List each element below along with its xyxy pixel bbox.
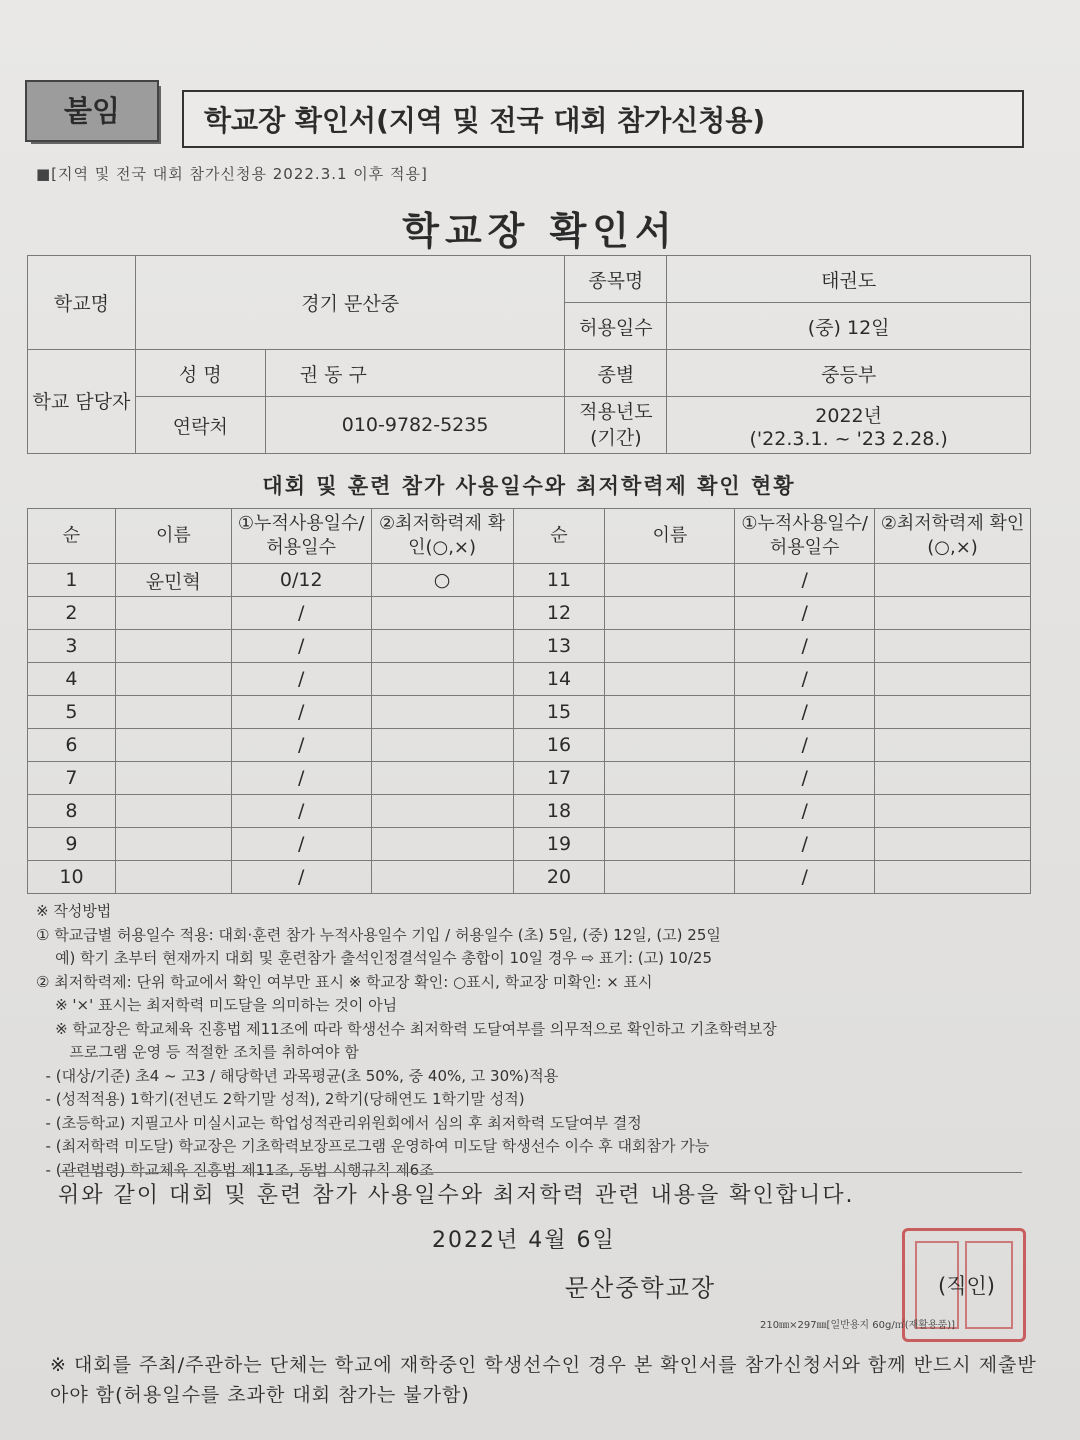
student-name	[605, 630, 735, 663]
row-number: 1	[28, 564, 116, 597]
academic-check: ○	[371, 564, 513, 597]
paper-spec: 210㎜×297㎜[일반용지 60g/㎡(재활용품)]	[760, 1320, 956, 1331]
row-number: 16	[513, 729, 605, 762]
used-days: /	[231, 696, 371, 729]
instruction-line: ※ 작성방법	[36, 902, 112, 920]
used-days: /	[231, 729, 371, 762]
student-name	[115, 861, 231, 894]
instruction-line: - (최저학력 미도달) 학교장은 기초학력보장프로그램 운영하여 미도달 학생선수 이수 후 대회참가 가능	[36, 1137, 710, 1155]
document-title: 학교장 확인서(지역 및 전국 대회 참가신청용)	[182, 90, 1024, 148]
academic-check	[371, 828, 513, 861]
table-row	[28, 597, 1031, 630]
header-no: 순	[513, 509, 605, 564]
used-days: /	[735, 729, 875, 762]
row-number: 11	[513, 564, 605, 597]
table-row	[28, 795, 1031, 828]
row-number: 5	[28, 696, 116, 729]
academic-check	[371, 663, 513, 696]
student-name	[115, 795, 231, 828]
year-period: ('22.3.1. ~ '23 2.28.)	[749, 427, 948, 450]
academic-check	[875, 828, 1031, 861]
instruction-line: ② 최저학력제: 단위 학교에서 확인 여부만 표시 ※ 학교장 확인: ○표시, 학교장 미확인: × 표시	[36, 972, 653, 991]
used-days: /	[231, 762, 371, 795]
header-academic: ②최저학력제 확인(○,×)	[875, 509, 1031, 564]
table-row	[28, 729, 1031, 762]
used-days: /	[735, 762, 875, 795]
academic-check	[371, 729, 513, 762]
footer-note: ※ 대회를 주최/주관하는 단체는 학교에 재학중인 학생선수인 경우 본 확인서를 참가신청서와 함께 반드시 제출받아야 함(허용일수를 초과한 대회 참가는 불가함)	[50, 1354, 1037, 1406]
academic-check	[875, 861, 1031, 894]
student-name	[605, 795, 735, 828]
used-days: /	[231, 828, 371, 861]
roster-table	[27, 508, 1031, 894]
student-name	[115, 597, 231, 630]
row-number: 19	[513, 828, 605, 861]
row-number: 14	[513, 663, 605, 696]
roster-header-row	[28, 509, 1031, 564]
header-no: 순	[28, 509, 116, 564]
row-number: 7	[28, 762, 116, 795]
row-number: 6	[28, 729, 116, 762]
contact-label: 연락처	[135, 397, 265, 454]
name-label: 성 명	[135, 350, 265, 397]
instruction-line: ※ 학교장은 학교체육 진흥법 제11조에 따라 학생선수 최저학력 도달여부를 의무적으로 확인하고 기초학력보장	[36, 1019, 777, 1038]
academic-check	[875, 564, 1031, 597]
academic-check	[371, 762, 513, 795]
student-name	[605, 861, 735, 894]
used-days: /	[735, 597, 875, 630]
event-value: 태권도	[667, 256, 1031, 303]
used-days: /	[735, 828, 875, 861]
allowed-days-value: (중) 12일	[667, 303, 1031, 350]
instruction-line: - (관련법령) 학교체육 진흥법 제11조, 동법 시행규칙 제6조	[36, 1160, 434, 1179]
used-days: /	[231, 630, 371, 663]
issue-date: 2022년 4월 6일	[432, 1228, 616, 1253]
used-days: /	[231, 663, 371, 696]
row-number: 4	[28, 663, 116, 696]
row-number: 9	[28, 828, 116, 861]
row-number: 20	[513, 861, 605, 894]
application-note: ■[지역 및 전국 대회 참가신청용 2022.3.1 이후 적용]	[36, 165, 428, 183]
used-days: /	[735, 696, 875, 729]
instruction-line: 프로그램 운영 등 적절한 조치를 취하여야 함	[36, 1043, 359, 1061]
academic-check	[875, 762, 1031, 795]
contact-value: 010-9782-5235	[265, 397, 565, 454]
student-name	[605, 696, 735, 729]
table-row	[28, 762, 1031, 795]
student-name	[605, 828, 735, 861]
divider	[60, 1172, 1022, 1173]
table-row	[28, 828, 1031, 861]
header-name: 이름	[115, 509, 231, 564]
writing-instructions	[36, 900, 1036, 1182]
student-name	[605, 564, 735, 597]
academic-check	[371, 795, 513, 828]
event-label: 종목명	[565, 256, 667, 303]
school-info-table	[27, 255, 1031, 454]
student-name	[115, 663, 231, 696]
academic-check	[371, 696, 513, 729]
header-days: ①누적사용일수/허용일수	[735, 509, 875, 564]
row-number: 17	[513, 762, 605, 795]
header-days: ①누적사용일수/허용일수	[231, 509, 371, 564]
roster-section-title: 대회 및 훈련 참가 사용일수와 최저학력제 확인 현황	[262, 474, 796, 498]
instruction-line: ※ '×' 표시는 최저학력 미도달을 의미하는 것이 아님	[36, 996, 398, 1014]
name-value: 권 동 구	[265, 350, 565, 397]
student-name	[115, 729, 231, 762]
academic-check	[875, 795, 1031, 828]
table-row	[28, 630, 1031, 663]
row-number: 3	[28, 630, 116, 663]
year-value: 2022년	[815, 404, 883, 427]
year-cell	[667, 397, 1031, 454]
main-title: 학교장 확인서	[402, 209, 678, 253]
student-name	[605, 663, 735, 696]
academic-check	[371, 630, 513, 663]
academic-check	[875, 597, 1031, 630]
used-days: /	[735, 861, 875, 894]
student-name	[605, 729, 735, 762]
used-days: /	[231, 861, 371, 894]
division-value: 중등부	[667, 350, 1031, 397]
seal-label: (직인)	[938, 1274, 995, 1298]
row-number: 15	[513, 696, 605, 729]
student-name	[605, 597, 735, 630]
used-days: /	[735, 564, 875, 597]
header-name: 이름	[605, 509, 735, 564]
academic-check	[371, 861, 513, 894]
used-days: /	[231, 597, 371, 630]
allowed-days-label: 허용일수	[565, 303, 667, 350]
header-academic: ②최저학력제 확인(○,×)	[371, 509, 513, 564]
instruction-line: - (성적적용) 1학기(전년도 2학기말 성적), 2학기(당해연도 1학기말 성적)	[36, 1090, 525, 1108]
staff-label: 학교 담당자	[28, 350, 136, 454]
academic-check	[875, 696, 1031, 729]
student-name	[605, 762, 735, 795]
student-name: 윤민혁	[115, 564, 231, 597]
row-number: 13	[513, 630, 605, 663]
school-value: 경기 문산중	[135, 256, 565, 350]
attachment-tag: 붙임	[25, 80, 159, 142]
student-name	[115, 696, 231, 729]
academic-check	[371, 597, 513, 630]
row-number: 10	[28, 861, 116, 894]
table-row	[28, 663, 1031, 696]
academic-check	[875, 729, 1031, 762]
table-row	[28, 696, 1031, 729]
used-days: /	[735, 663, 875, 696]
school-label: 학교명	[28, 256, 136, 350]
table-row	[28, 861, 1031, 894]
academic-check	[875, 663, 1031, 696]
row-number: 8	[28, 795, 116, 828]
used-days: /	[735, 795, 875, 828]
student-name	[115, 828, 231, 861]
academic-check	[875, 630, 1031, 663]
used-days: /	[231, 795, 371, 828]
student-name	[115, 762, 231, 795]
instruction-line: ① 학교급별 허용일수 적용: 대회·훈련 참가 누적사용일수 기입 / 허용일수 (초) 5일, (중) 12일, (고) 25일	[36, 925, 721, 944]
principal-title: 문산중학교장	[565, 1274, 717, 1302]
division-label: 종별	[565, 350, 667, 397]
instruction-line: 예) 학기 초부터 현재까지 대회 및 훈련참가 출석인정결석일수 총합이 10일 경우 ⇨ 표기: (고) 10/25	[36, 949, 712, 967]
instruction-line: - (대상/기준) 초4 ~ 고3 / 해당학년 과목평균(초 50%, 중 40%, 고 30%)적용	[36, 1066, 559, 1085]
table-row	[28, 564, 1031, 597]
row-number: 18	[513, 795, 605, 828]
student-name	[115, 630, 231, 663]
instruction-line: - (초등학교) 지필고사 미실시교는 학업성적관리위원회에서 심의 후 최저학력 도달여부 결정	[36, 1113, 642, 1132]
used-days: 0/12	[231, 564, 371, 597]
row-number: 12	[513, 597, 605, 630]
row-number: 2	[28, 597, 116, 630]
used-days: /	[735, 630, 875, 663]
year-label: 적용년도 (기간)	[565, 397, 667, 454]
confirmation-statement: 위와 같이 대회 및 훈련 참가 사용일수와 최저학력 관련 내용을 확인합니다.	[58, 1183, 855, 1208]
